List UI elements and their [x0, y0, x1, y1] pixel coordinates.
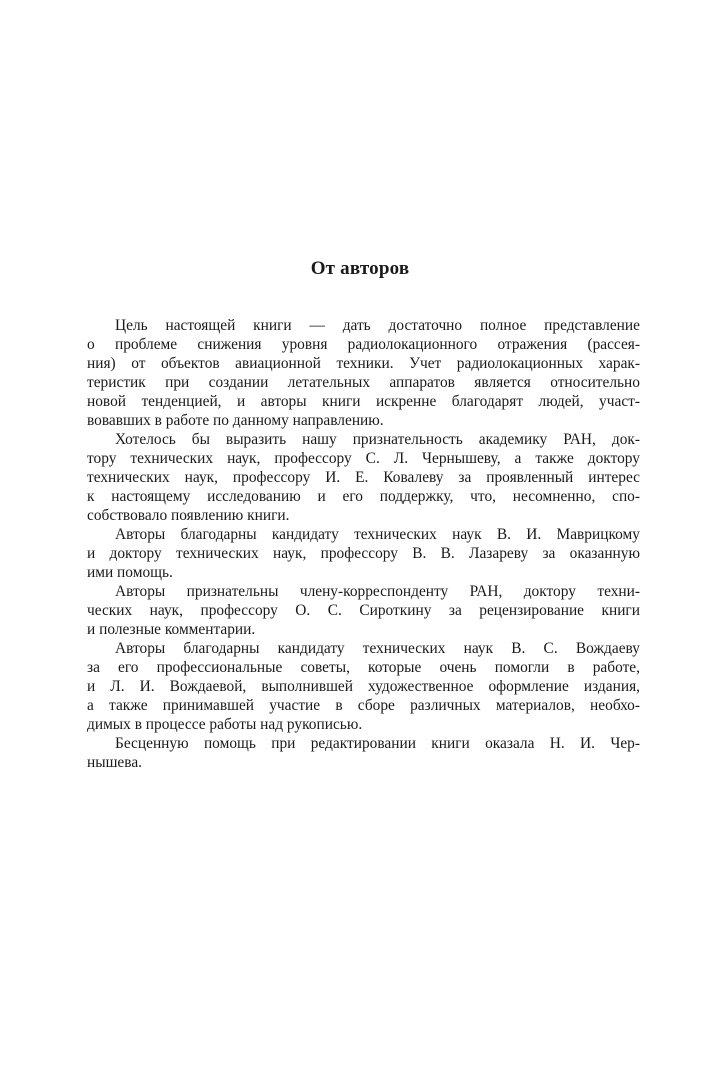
text-line: о проблеме снижения уровня радиолокационного отражения (рассея-	[87, 336, 640, 353]
paragraph-2	[87, 430, 640, 525]
page-title: От авторов	[310, 258, 410, 279]
text-line: и доктору технических наук, профессору В. В. Лазареву за оказанную	[87, 545, 640, 562]
paragraph-6	[87, 734, 640, 772]
text-line: димых в процессе работы над рукописью.	[87, 716, 363, 733]
text-line: Бесценную помощь при редактировании книги оказала Н. И. Чер-	[115, 735, 640, 752]
paragraph-1	[87, 316, 640, 430]
text-line: собствовало появлению книги.	[87, 507, 290, 524]
text-line: и полезные комментарии.	[87, 621, 256, 638]
paragraph-3	[87, 525, 640, 582]
body-text	[87, 316, 640, 772]
text-line: к настоящему исследованию и его поддержку, что, несомненно, спо-	[87, 488, 640, 505]
text-line: Цель настоящей книги — дать достаточно полное представление	[115, 317, 640, 334]
text-line: а также принимавшей участие в сборе различных материалов, необхо-	[87, 697, 640, 714]
text-line: Авторы признательны члену-корреспонденту РАН, доктору техни-	[115, 583, 640, 600]
text-line: технических наук, профессору И. Е. Ковалеву за проявленный интерес	[87, 469, 640, 486]
text-line: новой тенденцией, и авторы книги искренне благодарят людей, участ-	[87, 393, 640, 410]
text-line: ния) от объектов авиационной техники. Учет радиолокационных харак-	[87, 355, 640, 372]
text-line: теристик при создании летательных аппаратов является относительно	[87, 374, 640, 391]
paragraph-4	[87, 582, 640, 639]
text-line: ческих наук, профессору О. С. Сироткину за рецензирование книги	[87, 602, 640, 619]
text-line: Авторы благодарны кандидату технических наук В. И. Маврицкому	[115, 526, 640, 543]
text-line: тору технических наук, профессору С. Л. Чернышеву, а также доктору	[87, 450, 640, 467]
text-line: и Л. И. Вождаевой, выполнившей художественное оформление издания,	[87, 678, 640, 695]
paragraph-5	[87, 639, 640, 734]
text-line: вовавших в работе по данному направлению.	[87, 412, 384, 429]
text-line: Хотелось бы выразить нашу признательность академику РАН, док-	[115, 431, 640, 448]
text-line: ими помощь.	[87, 564, 173, 581]
text-line: Авторы благодарны кандидату технических наук В. С. Вождаеву	[115, 640, 640, 657]
text-line: нышева.	[87, 754, 143, 771]
text-line: за его профессиональные советы, которые очень помогли в работе,	[87, 659, 640, 676]
